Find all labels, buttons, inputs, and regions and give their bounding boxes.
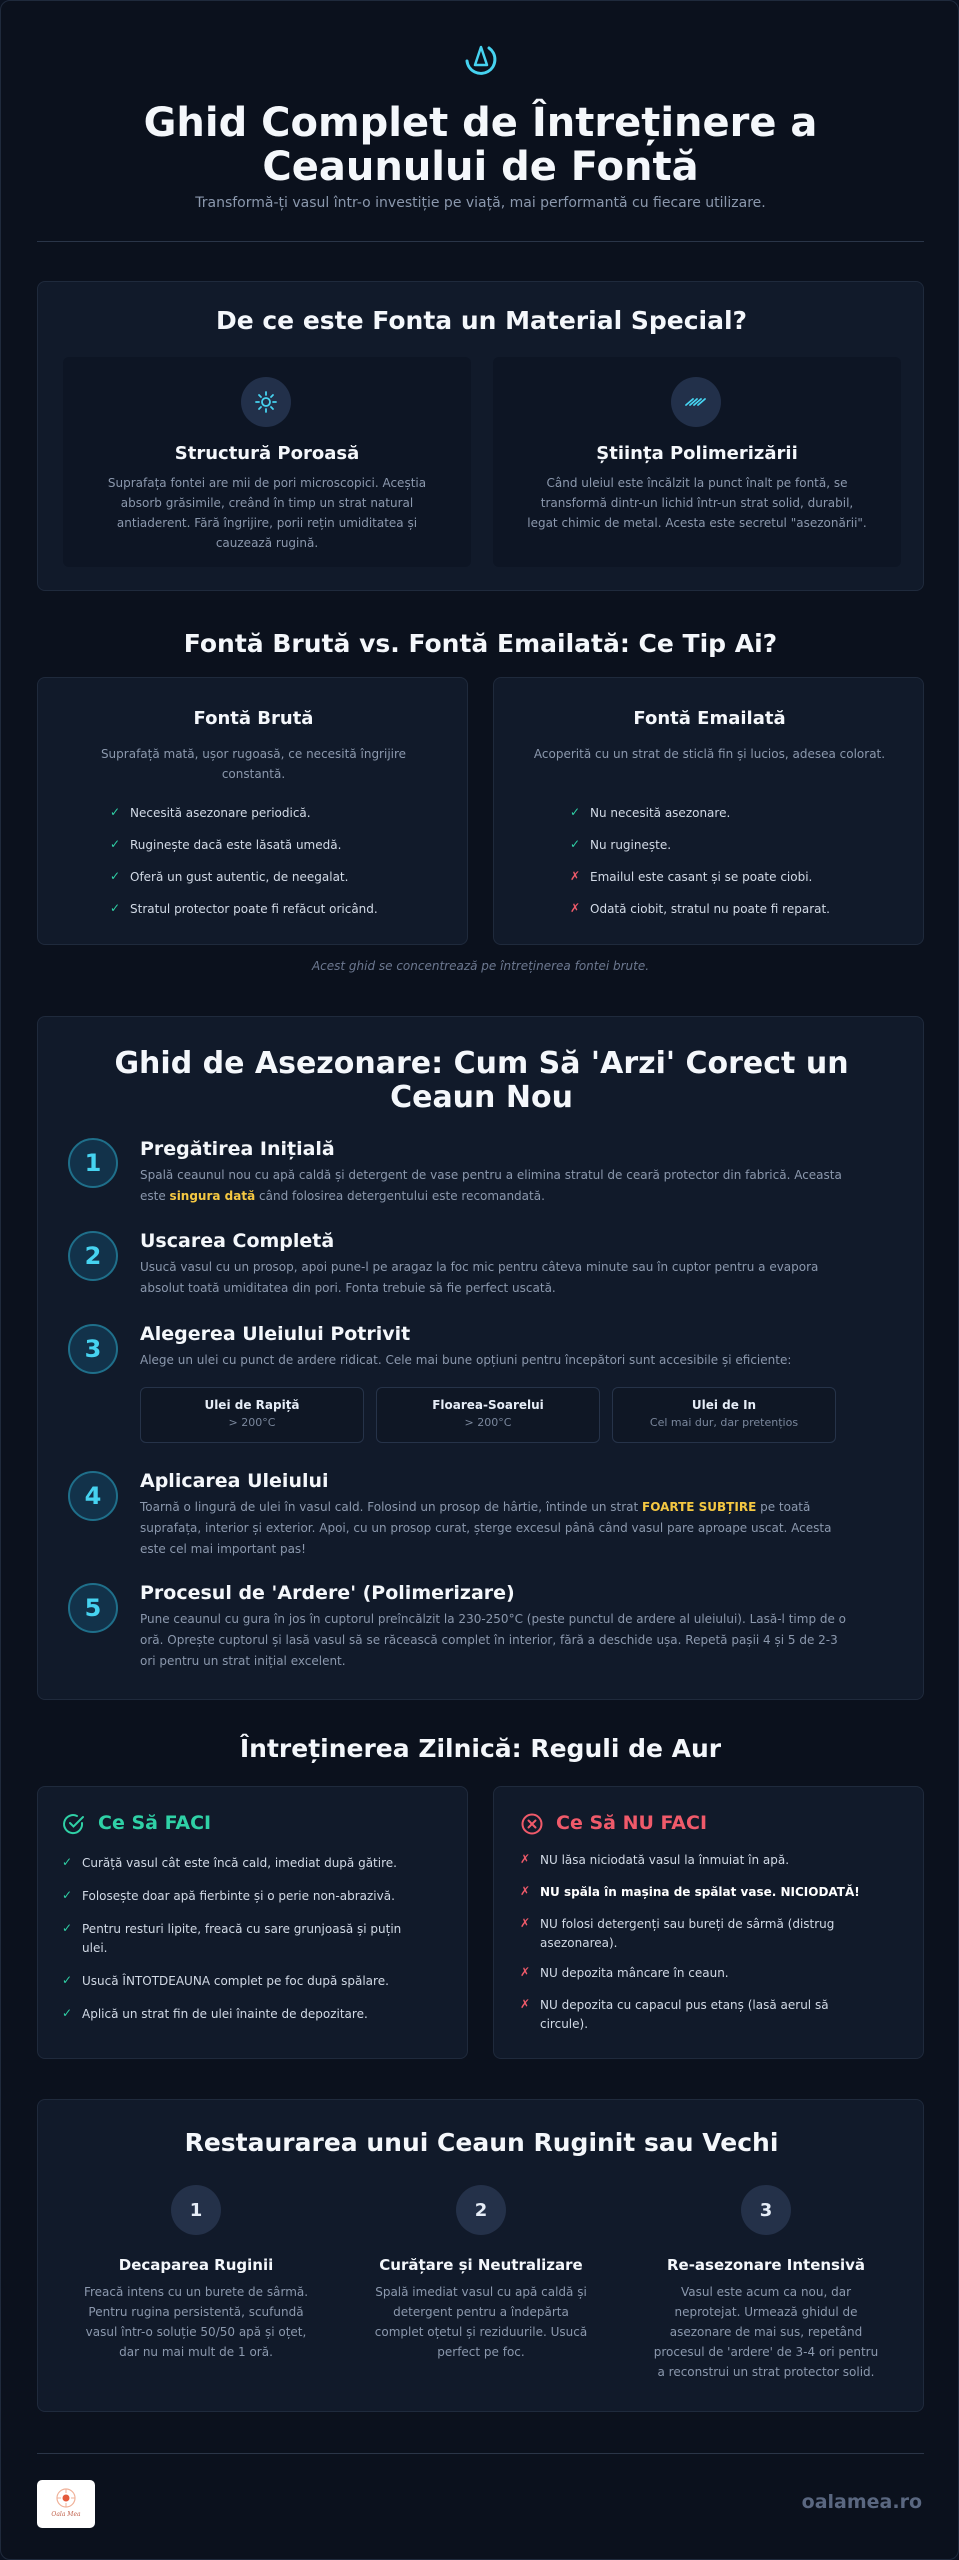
restore-step-title: Curățare și Neutralizare xyxy=(379,2256,583,2274)
cross-icon: ✗ xyxy=(570,901,581,915)
raw-iron-title: Fontă Brută xyxy=(193,708,314,729)
step-text: Usucă vasul cu un prosop, apoi pune-l pe aragaz la foc mic pentru câteva minute sau în cuptor pentru a evapora absolut toată umiditatea din pori. Fonta trebuie să fie perfect uscată. xyxy=(140,1260,819,1295)
footer-logo xyxy=(37,2480,95,2528)
do-title: Ce Să FACI xyxy=(98,1812,212,1834)
step-title: Procesul de 'Ardere' (Polimerizare) xyxy=(140,1582,515,1604)
sun-icon xyxy=(241,377,291,427)
restore-step-text: Spală imediat vasul cu apă caldă și detergent pentru a îndepărta complet oțetul și reziduurile. Usucă perfect pe foc. xyxy=(374,2285,588,2359)
step-title: Uscarea Completă xyxy=(140,1230,335,1252)
oil-option: Ulei de Rapiță > 200°C xyxy=(140,1387,364,1443)
check-icon: ✓ xyxy=(110,837,121,851)
step-text: Spală ceaunul nou cu apă caldă și detergent de vase pentru a elimina stratul de ceară protector din fabrică. Aceasta este singura dată când folosirea detergentului este recomandată. xyxy=(140,1168,842,1203)
highlight-text: FOARTE SUBȚIRE xyxy=(642,1500,757,1514)
feature-title: Structură Poroasă xyxy=(174,443,360,464)
cross-icon: ✗ xyxy=(520,1884,531,1898)
restore-title: Restaurarea unui Ceaun Ruginit sau Vechi xyxy=(184,2128,779,2157)
check-icon: ✓ xyxy=(110,869,121,883)
raw-iron-card: Fontă Brută Suprafață mată, ușor rugoasă, ce necesită îngrijire constantă. ✓ Necesită asezonare periodică. ✓ Ruginește dacă este lăsată umedă. ✓ Oferă un gust autentic, de neegalat. ✓ Stratul protector poate fi refăcut oricând. xyxy=(37,677,468,945)
enamel-iron-desc: Acoperită cu un strat de sticlă fin și lucios, adesea colorat. xyxy=(533,747,886,761)
feature-card-polymerization xyxy=(493,357,901,567)
restore-step-number: 2 xyxy=(456,2185,506,2235)
footer-logo-text: Oala Mea xyxy=(51,2511,81,2518)
check-icon: ✓ xyxy=(110,901,121,915)
restore-step-number: 1 xyxy=(171,2185,221,2235)
special-title: De ce este Fonta un Material Special? xyxy=(215,306,748,335)
check-icon: ✓ xyxy=(570,805,581,819)
check-icon: ✓ xyxy=(570,837,581,851)
seasoning-title: Ghid de Asezonare: Cum Să 'Arzi' Corect un Ceaun Nou xyxy=(114,1046,849,1115)
restore-step-number: 3 xyxy=(741,2185,791,2235)
special-section xyxy=(37,281,924,591)
restore-step-title: Re-asezonare Intensivă xyxy=(666,2256,866,2274)
highlight-text: singura dată xyxy=(169,1189,256,1203)
page-subtitle: Transformă-ți vasul într-o investiție pe viață, mai performantă cu fiecare utilizare. xyxy=(195,195,766,211)
oil-option: Floarea-Soarelui > 200°C xyxy=(376,1387,600,1443)
check-icon: ✓ xyxy=(62,1973,73,1987)
check-icon: ✓ xyxy=(110,805,121,819)
feature-card-porous xyxy=(63,357,471,567)
seasoning-section xyxy=(37,1016,924,1700)
raw-iron-desc: Suprafață mată, ușor rugoasă, ce necesită îngrijire constantă. xyxy=(100,747,407,781)
step-text: Alege un ulei cu punct de ardere ridicat. Cele mai bune opțiuni pentru începători sunt accesibile și eficiente: xyxy=(140,1353,792,1367)
cross-icon: ✗ xyxy=(570,869,581,883)
step-title: Alegerea Uleiului Potrivit xyxy=(140,1323,411,1345)
enamel-iron-card: Fontă Emailată Acoperită cu un strat de sticlă fin și lucios, adesea colorat. ✓ Nu necesită asezonare. ✓ Nu ruginește. ✗ Emailul este casant și se poate ciobi. ✗ Odată ciobit, stratul nu poate fi reparat. xyxy=(493,677,924,945)
step-number: 1 xyxy=(68,1138,118,1188)
step-number: 3 xyxy=(68,1324,118,1374)
wind-icon xyxy=(671,377,721,427)
feature-text: Când uleiul este încălzit la punct înalt pe fontă, se transformă dintr-un lichid într-un strat solid, durabil, legat chimic de metal. Acesta este secretul "asezonării". xyxy=(527,476,867,530)
step-title: Aplicarea Uleiului xyxy=(140,1470,329,1492)
check-icon: ✓ xyxy=(62,1888,73,1902)
step-number: 4 xyxy=(68,1471,118,1521)
page-title: Ghid Complet de Întreținere a Ceaunului de Fontă xyxy=(143,100,818,190)
x-circle-icon xyxy=(520,1812,544,1836)
types-note: Acest ghid se concentrează pe întreținerea fontei brute. xyxy=(311,959,650,973)
step-number: 5 xyxy=(68,1583,118,1633)
cross-icon: ✗ xyxy=(520,1965,531,1979)
step-text: Pune ceaunul cu gura în jos în cuptorul preîncălzit la 230-250°C (peste punctul de ardere al uleiului). Lasă-l timp de o oră. Oprește cuptorul și lasă vasul să se răcească complet în interior, fără a deschide ușa. Repetă pașii 4 și 5 de 2-3 ori pentru un strat inițial excelent. xyxy=(140,1612,847,1668)
step-text: Toarnă o lingură de ulei în vasul cald. Folosind un prosop de hârtie, întinde un strat FOARTE SUBȚIRE pe toată suprafața, interior și exterior. Apoi, cu un prosop curat, șterge excesul până când vasul pare aproape uscat. Acesta este cel mai important pas! xyxy=(140,1500,832,1556)
daily-title: Întreținerea Zilnică: Reguli de Aur xyxy=(239,1734,722,1763)
cross-icon: ✗ xyxy=(520,1997,531,2011)
check-icon: ✓ xyxy=(62,2006,73,2020)
check-circle-icon xyxy=(62,1812,86,1836)
restore-step-text: Freacă intens cu un burete de sârmă. Pentru rugina persistentă, scufundă vasul într-o soluție 50/50 apă și oțet, dar nu mai mult de 1 oră. xyxy=(83,2285,309,2359)
restore-step-title: Decaparea Ruginii xyxy=(118,2256,274,2274)
cross-icon: ✗ xyxy=(520,1916,531,1930)
restore-step-text: Vasul este acum ca nou, dar neprotejat. Urmează ghidul de asezonare de mai sus, repetând procesul de 'ardere' de 3-4 ori pentru a reconstrui un strat protector solid. xyxy=(653,2285,879,2379)
dont-title: Ce Să NU FACI xyxy=(556,1812,708,1834)
header-logo-icon xyxy=(459,39,503,83)
step-number: 2 xyxy=(68,1231,118,1281)
feature-text: Suprafața fontei are mii de pori microscopici. Aceștia absorb grăsimile, creând în timp un strat natural antiaderent. Fără îngrijire, porii rețin umiditatea și cauzează rugină. xyxy=(107,476,427,550)
do-card: Ce Să FACI ✓ Curăță vasul cât este încă cald, imediat după gătire. ✓ Folosește doar apă fierbinte și o perie non-abrazivă. ✓ Pentru resturi lipite, freacă cu sare grunjoasă și puțin ulei. ✓ Usucă ÎNTOTDEAUNA complet pe foc după spălare. ✓ Aplică un strat fin de ulei înainte de depozitare. xyxy=(37,1786,468,2059)
feature-title: Știința Polimerizării xyxy=(596,443,798,464)
footer-brand-link[interactable]: oalamea.ro xyxy=(801,2491,922,2513)
dont-card: Ce Să NU FACI ✗ NU lăsa niciodată vasul la înmuiat în apă. ✗ NU spăla în mașina de spălat vase. NICIODATĂ! ✗ NU folosi detergenți sau bureți de sârmă (distrug asezonarea). ✗ NU depozita mâncare în ceaun. ✗ NU depozita cu capacul pus etanș (lasă aerul să circule). xyxy=(493,1786,924,2059)
oil-option: Ulei de In Cel mai dur, dar pretențios xyxy=(612,1387,836,1443)
check-icon: ✓ xyxy=(62,1855,73,1869)
step-title: Pregătirea Inițială xyxy=(140,1138,335,1160)
header-divider xyxy=(37,241,924,242)
cross-icon: ✗ xyxy=(520,1852,531,1866)
check-icon: ✓ xyxy=(62,1921,73,1935)
types-title: Fontă Brută vs. Fontă Emailată: Ce Tip Ai? xyxy=(183,629,778,658)
enamel-iron-title: Fontă Emailată xyxy=(633,708,786,729)
restore-section xyxy=(37,2099,924,2412)
footer-divider xyxy=(37,2453,924,2454)
